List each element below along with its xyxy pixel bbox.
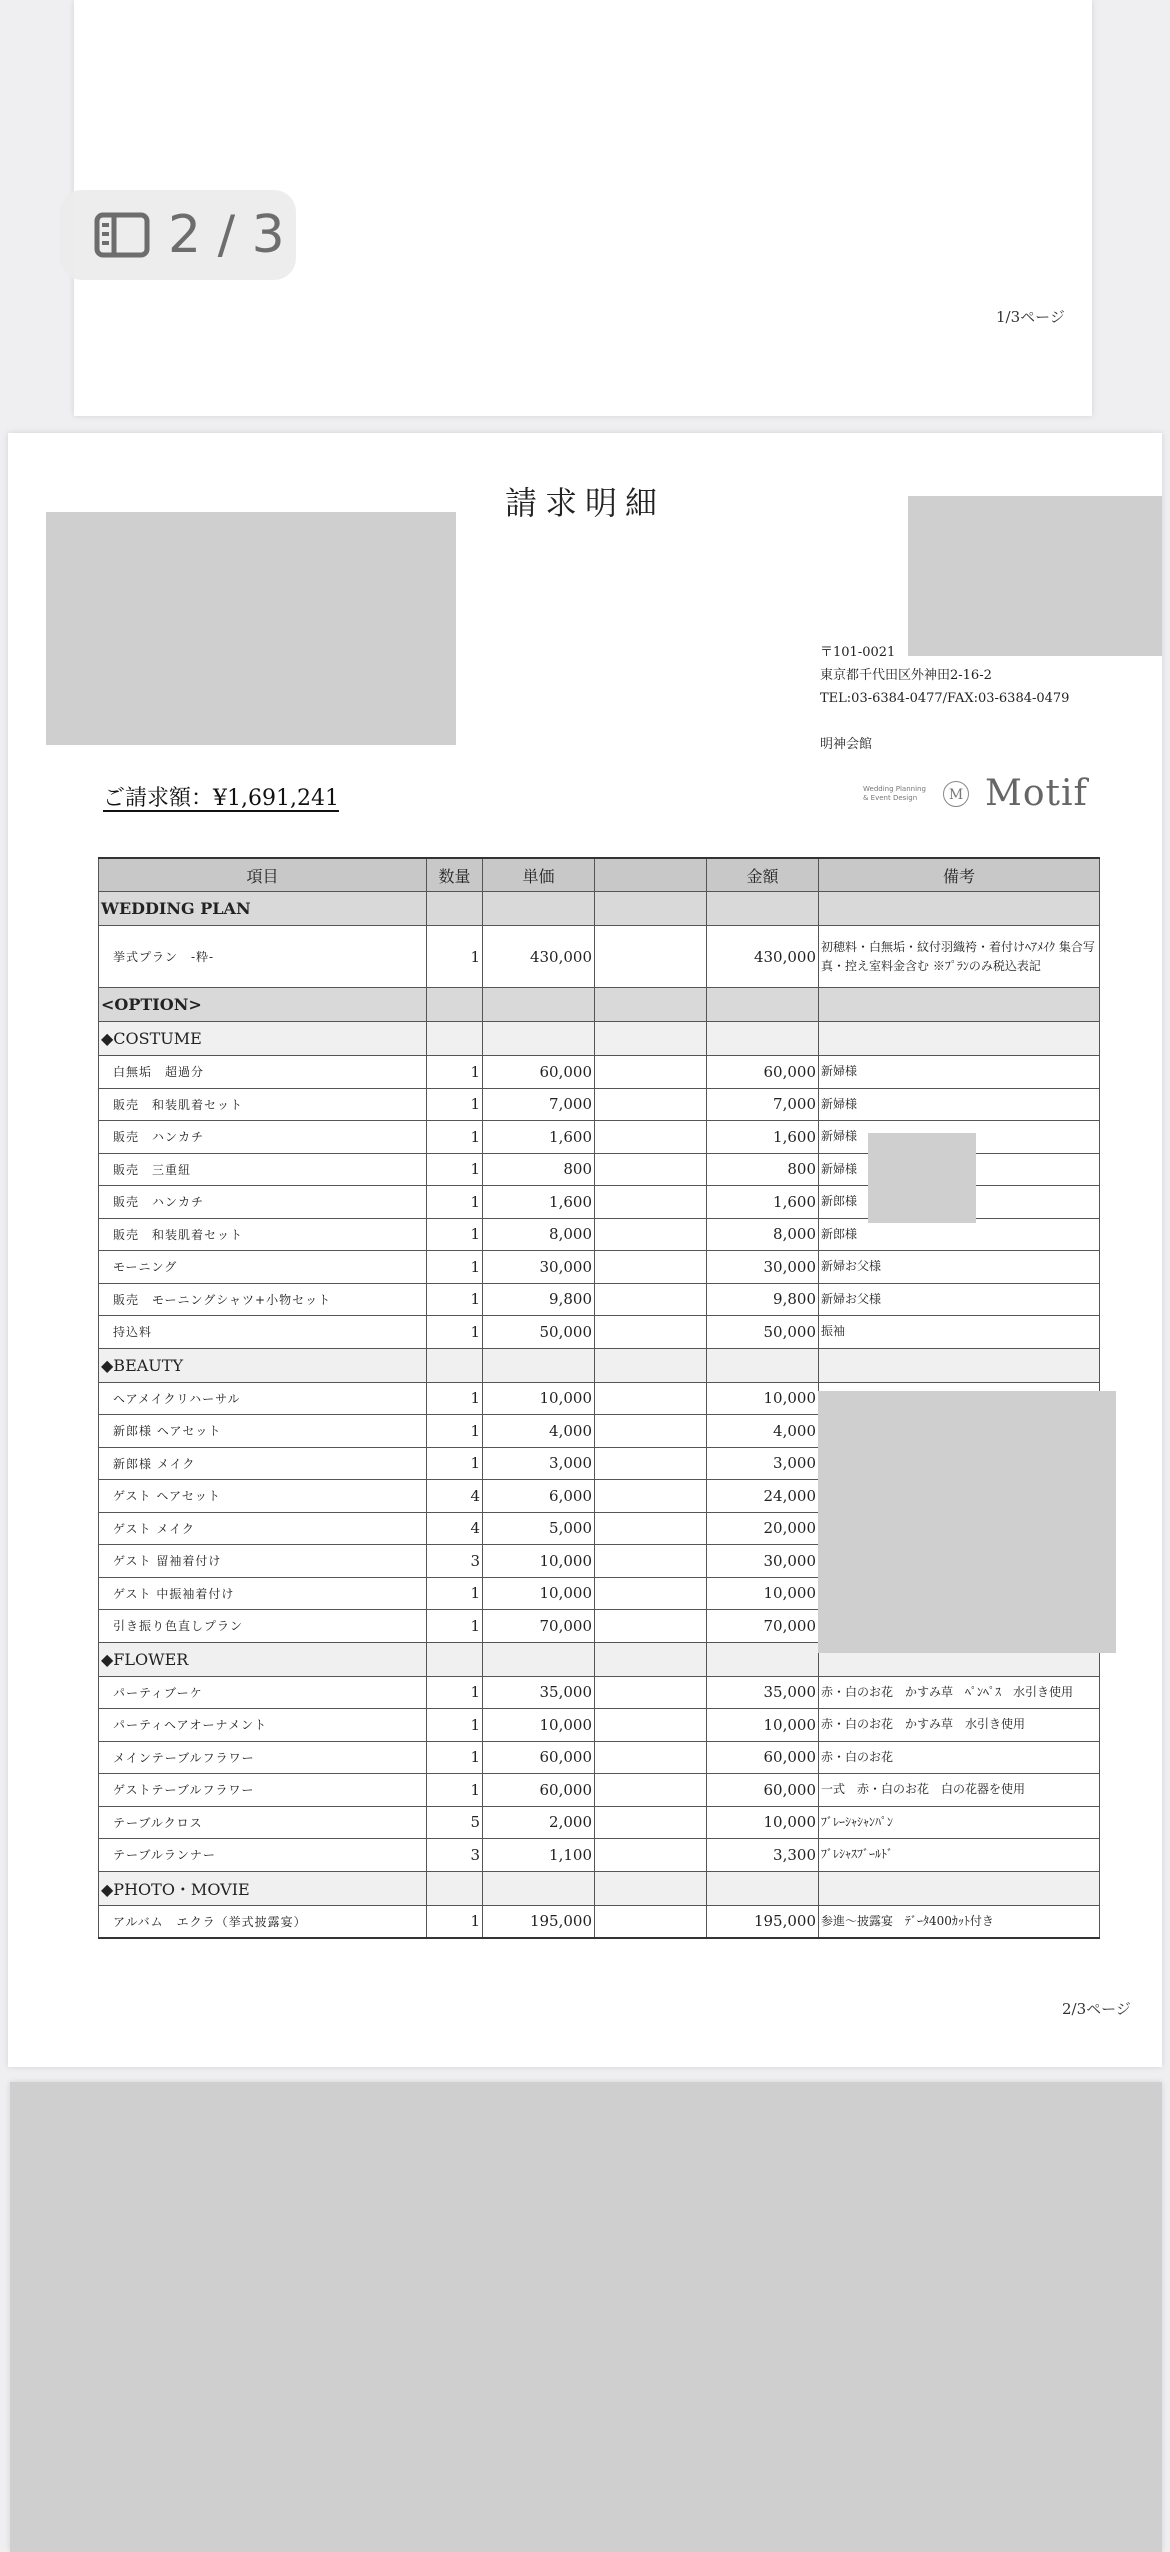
empty-cell bbox=[595, 926, 707, 988]
item-amount: 8,000 bbox=[707, 1218, 819, 1251]
page-number-label: 2/3ページ bbox=[1062, 2000, 1131, 2018]
item-note: ﾌﾞﾚｰｼｬｼｬﾝﾊﾟﾝ bbox=[819, 1806, 1100, 1839]
item-name: 販売 ハンカチ bbox=[99, 1121, 427, 1154]
logo-tagline: Wedding Planning & Event Design bbox=[863, 785, 926, 802]
item-quantity: 1 bbox=[427, 1186, 483, 1219]
item-unit-price: 60,000 bbox=[483, 1774, 595, 1807]
empty-cell bbox=[427, 1871, 483, 1905]
item-note: ﾌﾞﾚｼｬｽﾌﾞｰﾙﾄﾞ bbox=[819, 1839, 1100, 1872]
item-quantity: 4 bbox=[427, 1480, 483, 1513]
page-counter-button[interactable] bbox=[60, 190, 296, 280]
item-amount: 60,000 bbox=[707, 1741, 819, 1774]
zip-code: 〒101-0021 bbox=[820, 645, 896, 660]
document-title: 請求明細 bbox=[504, 484, 665, 522]
empty-cell bbox=[819, 988, 1100, 1022]
empty-cell bbox=[595, 1415, 707, 1448]
item-quantity: 1 bbox=[427, 1676, 483, 1709]
empty-cell bbox=[707, 1642, 819, 1676]
item-name: テーブルクロス bbox=[99, 1806, 427, 1839]
pdf-page-2 bbox=[8, 433, 1162, 2067]
item-unit-price: 35,000 bbox=[483, 1676, 595, 1709]
empty-cell bbox=[483, 1871, 595, 1905]
category-header-row bbox=[99, 1348, 1100, 1382]
item-amount: 800 bbox=[707, 1153, 819, 1186]
item-name: 販売 ハンカチ bbox=[99, 1186, 427, 1219]
empty-cell bbox=[819, 1022, 1100, 1056]
empty-cell bbox=[595, 892, 707, 926]
header-qty: 数量 bbox=[427, 858, 483, 892]
item-quantity: 4 bbox=[427, 1512, 483, 1545]
item-amount: 50,000 bbox=[707, 1316, 819, 1349]
logo-mark-icon: M bbox=[943, 781, 969, 807]
empty-cell bbox=[819, 1348, 1100, 1382]
logo-wordmark: Motif bbox=[985, 773, 1088, 814]
empty-cell bbox=[595, 1512, 707, 1545]
item-amount: 60,000 bbox=[707, 1774, 819, 1807]
item-name: アルバム エクラ（挙式披露宴） bbox=[99, 1905, 427, 1938]
table-row bbox=[99, 1676, 1100, 1709]
item-unit-price: 7,000 bbox=[483, 1088, 595, 1121]
table-row bbox=[99, 1741, 1100, 1774]
item-unit-price: 8,000 bbox=[483, 1218, 595, 1251]
item-unit-price: 50,000 bbox=[483, 1316, 595, 1349]
table-row bbox=[99, 926, 1100, 988]
item-name: ゲスト 中振袖着付け bbox=[99, 1577, 427, 1610]
empty-cell bbox=[595, 1153, 707, 1186]
item-quantity: 1 bbox=[427, 1283, 483, 1316]
item-amount: 30,000 bbox=[707, 1251, 819, 1284]
company-address bbox=[820, 641, 1069, 710]
item-name: ゲストテーブルフラワー bbox=[99, 1774, 427, 1807]
item-unit-price: 1,100 bbox=[483, 1839, 595, 1872]
item-amount: 10,000 bbox=[707, 1577, 819, 1610]
item-note: 新郎様 bbox=[819, 1218, 1100, 1251]
sidebar-icon bbox=[94, 212, 150, 258]
header-amount: 金額 bbox=[707, 858, 819, 892]
item-name: 販売 モーニングシャツ+小物セット bbox=[99, 1283, 427, 1316]
item-name: 販売 和装肌着セット bbox=[99, 1218, 427, 1251]
item-unit-price: 800 bbox=[483, 1153, 595, 1186]
item-name: 挙式プラン -粋- bbox=[99, 926, 427, 988]
table-row bbox=[99, 1251, 1100, 1284]
empty-cell bbox=[595, 1709, 707, 1742]
item-quantity: 1 bbox=[427, 1153, 483, 1186]
item-note: 赤・白のお花 かすみ草 ﾍﾟﾝﾍﾟｽ 水引き使用 bbox=[819, 1676, 1100, 1709]
empty-cell bbox=[707, 1871, 819, 1905]
empty-cell bbox=[595, 1480, 707, 1513]
empty-cell bbox=[595, 1022, 707, 1056]
empty-cell bbox=[595, 1905, 707, 1938]
phone-fax: TEL:03-6384-0477/FAX:03-6384-0479 bbox=[820, 691, 1070, 706]
item-unit-price: 430,000 bbox=[483, 926, 595, 988]
item-note: 新婦お父様 bbox=[819, 1283, 1100, 1316]
category-label: ◆FLOWER bbox=[99, 1642, 427, 1676]
table-row bbox=[99, 1905, 1100, 1938]
category-label: ◆BEAUTY bbox=[99, 1348, 427, 1382]
category-label: ◆COSTUME bbox=[99, 1022, 427, 1056]
item-quantity: 1 bbox=[427, 1382, 483, 1415]
item-quantity: 1 bbox=[427, 1218, 483, 1251]
page-counter-text: 2 / 3 bbox=[168, 205, 285, 265]
item-quantity: 1 bbox=[427, 1316, 483, 1349]
item-quantity: 1 bbox=[427, 1251, 483, 1284]
category-header-row bbox=[99, 1022, 1100, 1056]
table-row bbox=[99, 1088, 1100, 1121]
category-header-row bbox=[99, 1871, 1100, 1905]
item-quantity: 1 bbox=[427, 926, 483, 988]
item-note: 新婦お父様 bbox=[819, 1251, 1100, 1284]
item-amount: 60,000 bbox=[707, 1056, 819, 1089]
item-quantity: 1 bbox=[427, 1577, 483, 1610]
item-amount: 430,000 bbox=[707, 926, 819, 988]
empty-cell bbox=[595, 1642, 707, 1676]
item-name: 販売 三重紐 bbox=[99, 1153, 427, 1186]
item-unit-price: 60,000 bbox=[483, 1056, 595, 1089]
table-row bbox=[99, 1056, 1100, 1089]
empty-cell bbox=[595, 1806, 707, 1839]
item-unit-price: 2,000 bbox=[483, 1806, 595, 1839]
empty-cell bbox=[595, 1774, 707, 1807]
item-unit-price: 1,600 bbox=[483, 1121, 595, 1154]
empty-cell bbox=[595, 1610, 707, 1643]
item-note: 赤・白のお花 bbox=[819, 1741, 1100, 1774]
item-unit-price: 30,000 bbox=[483, 1251, 595, 1284]
item-quantity: 3 bbox=[427, 1839, 483, 1872]
empty-cell bbox=[483, 1348, 595, 1382]
item-note: 初穂料・白無垢・紋付羽織袴・着付けﾍｱﾒｲｸ 集合写真・控え室料金含む ※ﾌﾟﾗﾝのみ税込表記 bbox=[819, 926, 1100, 988]
item-name: モーニング bbox=[99, 1251, 427, 1284]
pdf-page-3-redacted bbox=[10, 2082, 1162, 2552]
item-quantity: 5 bbox=[427, 1806, 483, 1839]
item-unit-price: 10,000 bbox=[483, 1577, 595, 1610]
item-quantity: 1 bbox=[427, 1709, 483, 1742]
empty-cell bbox=[595, 1283, 707, 1316]
item-amount: 1,600 bbox=[707, 1186, 819, 1219]
item-unit-price: 5,000 bbox=[483, 1512, 595, 1545]
empty-cell bbox=[595, 1088, 707, 1121]
item-note: 赤・白のお花 かすみ草 水引き使用 bbox=[819, 1709, 1100, 1742]
item-note: 一式 赤・白のお花 白の花器を使用 bbox=[819, 1774, 1100, 1807]
empty-cell bbox=[595, 1056, 707, 1089]
item-unit-price: 6,000 bbox=[483, 1480, 595, 1513]
item-amount: 10,000 bbox=[707, 1709, 819, 1742]
header-note: 備考 bbox=[819, 858, 1100, 892]
empty-cell bbox=[483, 1022, 595, 1056]
item-unit-price: 9,800 bbox=[483, 1283, 595, 1316]
empty-cell bbox=[707, 1022, 819, 1056]
empty-cell bbox=[483, 1642, 595, 1676]
item-unit-price: 10,000 bbox=[483, 1545, 595, 1578]
empty-cell bbox=[707, 892, 819, 926]
empty-cell bbox=[483, 892, 595, 926]
item-quantity: 1 bbox=[427, 1447, 483, 1480]
empty-cell bbox=[595, 1382, 707, 1415]
item-name: メインテーブルフラワー bbox=[99, 1741, 427, 1774]
redacted-area bbox=[908, 496, 1162, 656]
empty-cell bbox=[819, 892, 1100, 926]
item-note: 新婦様 bbox=[819, 1121, 1100, 1154]
item-unit-price: 70,000 bbox=[483, 1610, 595, 1643]
item-name: パーティヘアオーナメント bbox=[99, 1709, 427, 1742]
empty-cell bbox=[595, 1251, 707, 1284]
item-note: 振袖 bbox=[819, 1316, 1100, 1349]
item-name: テーブルランナー bbox=[99, 1839, 427, 1872]
item-quantity: 1 bbox=[427, 1088, 483, 1121]
item-name: ゲスト 留袖着付け bbox=[99, 1545, 427, 1578]
item-unit-price: 1,600 bbox=[483, 1186, 595, 1219]
header-unit-price: 単価 bbox=[483, 858, 595, 892]
item-unit-price: 60,000 bbox=[483, 1741, 595, 1774]
empty-cell bbox=[595, 1577, 707, 1610]
section-header-row bbox=[99, 988, 1100, 1022]
table-row bbox=[99, 1774, 1100, 1807]
item-unit-price: 3,000 bbox=[483, 1447, 595, 1480]
redacted-area bbox=[818, 1391, 1116, 1653]
item-unit-price: 195,000 bbox=[483, 1905, 595, 1938]
section-header-row bbox=[99, 892, 1100, 926]
empty-cell bbox=[595, 988, 707, 1022]
item-amount: 4,000 bbox=[707, 1415, 819, 1448]
item-amount: 24,000 bbox=[707, 1480, 819, 1513]
empty-cell bbox=[595, 1121, 707, 1154]
item-amount: 10,000 bbox=[707, 1382, 819, 1415]
item-amount: 20,000 bbox=[707, 1512, 819, 1545]
item-name: 白無垢 超過分 bbox=[99, 1056, 427, 1089]
category-label: <OPTION> bbox=[99, 988, 427, 1022]
empty-cell bbox=[595, 1447, 707, 1480]
header-blank bbox=[595, 858, 707, 892]
table-row bbox=[99, 1283, 1100, 1316]
empty-cell bbox=[427, 1642, 483, 1676]
item-note: 新婦様 bbox=[819, 1153, 1100, 1186]
empty-cell bbox=[595, 1741, 707, 1774]
item-quantity: 1 bbox=[427, 1056, 483, 1089]
item-amount: 3,000 bbox=[707, 1447, 819, 1480]
empty-cell bbox=[595, 1545, 707, 1578]
item-unit-price: 4,000 bbox=[483, 1415, 595, 1448]
item-amount: 195,000 bbox=[707, 1905, 819, 1938]
item-amount: 9,800 bbox=[707, 1283, 819, 1316]
table-row bbox=[99, 1839, 1100, 1872]
item-amount: 7,000 bbox=[707, 1088, 819, 1121]
item-quantity: 1 bbox=[427, 1774, 483, 1807]
item-quantity: 1 bbox=[427, 1610, 483, 1643]
item-quantity: 3 bbox=[427, 1545, 483, 1578]
redacted-area bbox=[868, 1133, 976, 1223]
item-name: ゲスト メイク bbox=[99, 1512, 427, 1545]
empty-cell bbox=[595, 1676, 707, 1709]
item-unit-price: 10,000 bbox=[483, 1709, 595, 1742]
category-label: ◆PHOTO・MOVIE bbox=[99, 1871, 427, 1905]
empty-cell bbox=[595, 1186, 707, 1219]
empty-cell bbox=[483, 988, 595, 1022]
item-name: ゲスト ヘアセット bbox=[99, 1480, 427, 1513]
page-number-label: 1/3ページ bbox=[996, 308, 1065, 326]
empty-cell bbox=[427, 1022, 483, 1056]
table-header-row bbox=[99, 858, 1100, 892]
empty-cell bbox=[707, 988, 819, 1022]
empty-cell bbox=[595, 1871, 707, 1905]
item-note: 新郎様 bbox=[819, 1186, 1100, 1219]
item-amount: 30,000 bbox=[707, 1545, 819, 1578]
item-name: 販売 和装肌着セット bbox=[99, 1088, 427, 1121]
empty-cell bbox=[595, 1316, 707, 1349]
item-name: 新郎様 ヘアセット bbox=[99, 1415, 427, 1448]
item-quantity: 1 bbox=[427, 1741, 483, 1774]
redacted-area bbox=[46, 512, 456, 745]
item-name: 引き振り色直しプラン bbox=[99, 1610, 427, 1643]
item-amount: 10,000 bbox=[707, 1806, 819, 1839]
billing-amount: ご請求額：¥1,691,241 bbox=[103, 786, 339, 811]
item-note: 新婦様 bbox=[819, 1056, 1100, 1089]
table-row bbox=[99, 1316, 1100, 1349]
item-name: ヘアメイクリハーサル bbox=[99, 1382, 427, 1415]
item-amount: 70,000 bbox=[707, 1610, 819, 1643]
item-amount: 1,600 bbox=[707, 1121, 819, 1154]
empty-cell bbox=[427, 1348, 483, 1382]
empty-cell bbox=[595, 1839, 707, 1872]
item-quantity: 1 bbox=[427, 1905, 483, 1938]
header-item: 項目 bbox=[99, 858, 427, 892]
empty-cell bbox=[819, 1871, 1100, 1905]
empty-cell bbox=[707, 1348, 819, 1382]
table-row bbox=[99, 1709, 1100, 1742]
category-label: WEDDING PLAN bbox=[99, 892, 427, 926]
company-logo bbox=[863, 773, 1103, 817]
empty-cell bbox=[595, 1348, 707, 1382]
item-unit-price: 10,000 bbox=[483, 1382, 595, 1415]
item-note: 新婦様 bbox=[819, 1088, 1100, 1121]
item-quantity: 1 bbox=[427, 1415, 483, 1448]
empty-cell bbox=[427, 988, 483, 1022]
item-name: パーティブーケ bbox=[99, 1676, 427, 1709]
empty-cell bbox=[427, 892, 483, 926]
item-note: 参進～披露宴 ﾃﾞｰﾀ400ｶｯﾄ付き bbox=[819, 1905, 1100, 1938]
street-address: 東京都千代田区外神田2-16-2 bbox=[820, 668, 992, 683]
table-row bbox=[99, 1806, 1100, 1839]
item-amount: 3,300 bbox=[707, 1839, 819, 1872]
item-name: 持込料 bbox=[99, 1316, 427, 1349]
item-name: 新郎様 メイク bbox=[99, 1447, 427, 1480]
item-amount: 35,000 bbox=[707, 1676, 819, 1709]
item-quantity: 1 bbox=[427, 1121, 483, 1154]
empty-cell bbox=[595, 1218, 707, 1251]
venue-name: 明神会館 bbox=[820, 737, 873, 752]
